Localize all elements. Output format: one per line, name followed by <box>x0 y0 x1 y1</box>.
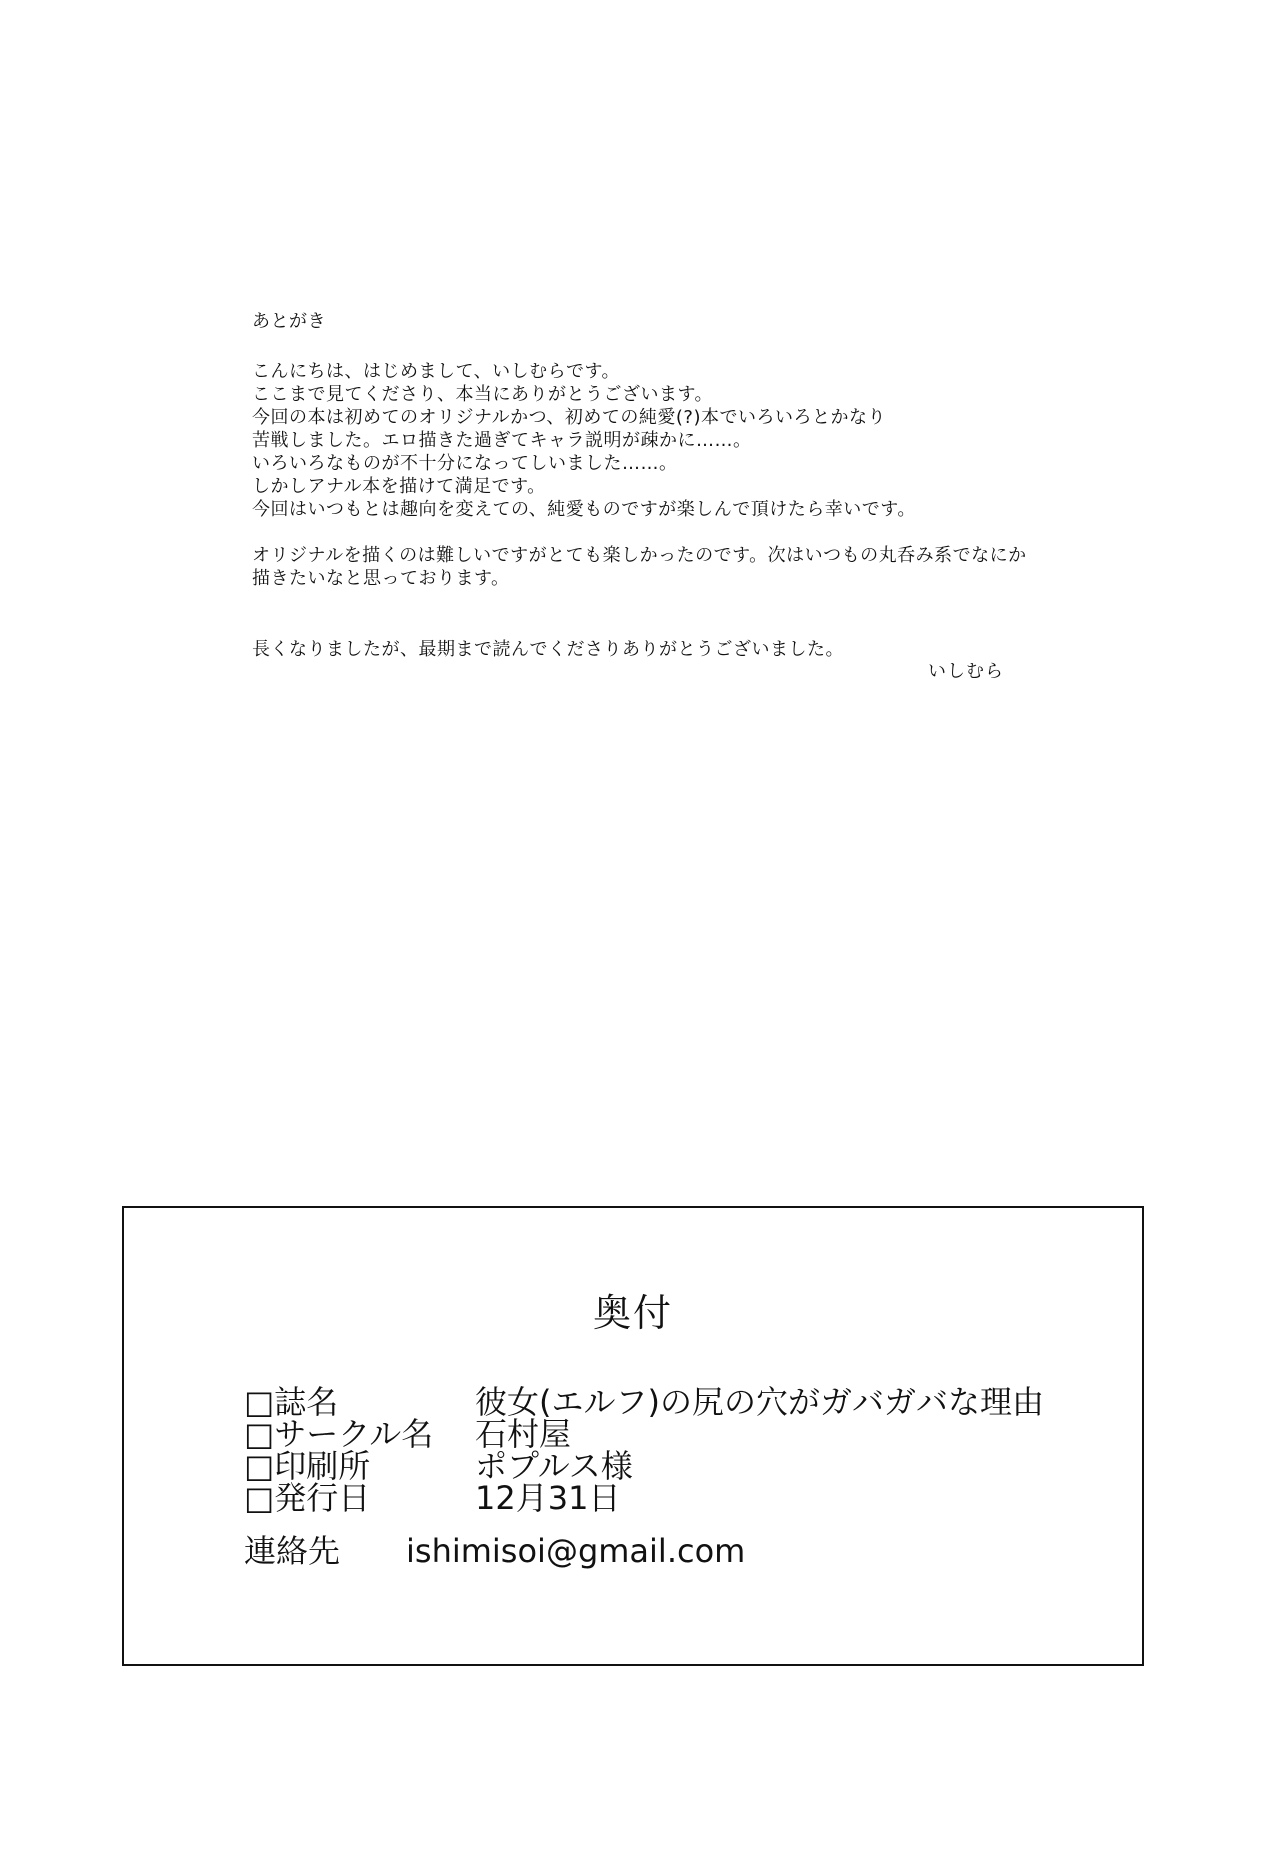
afterword-paragraph-2 <box>252 544 1152 590</box>
colophon-title: 奥付 <box>592 1291 673 1335</box>
afterword-line: しかしアナル本を描けて満足です。 <box>252 476 546 497</box>
afterword-line: いろいろなものが不十分になってしいました……。 <box>252 453 678 474</box>
colophon-row-circle <box>244 1415 572 1453</box>
colophon-row-printer <box>244 1447 633 1485</box>
colophon-value: 彼女(エルフ)の尻の穴がガバガバな理由 <box>475 1383 1044 1421</box>
colophon-contact <box>244 1534 745 1568</box>
afterword-line: ここまで見てくださり、本当にありがとうございます。 <box>252 384 714 405</box>
colophon-label: □印刷所 <box>244 1447 371 1485</box>
colophon-box <box>122 1206 1144 1666</box>
afterword-line: 描きたいなと思っております。 <box>252 568 510 589</box>
afterword-closing-line: 長くなりましたが、最期まで読んでくださりありがとうございました。 <box>252 639 844 660</box>
afterword-line: こんにちは、はじめまして、いしむらです。 <box>252 361 621 382</box>
afterword-heading: あとがき <box>252 311 326 332</box>
afterword-closing <box>252 638 1152 661</box>
colophon-label: □誌名 <box>244 1383 339 1421</box>
afterword-line: 今回の本は初めてのオリジナルかつ、初めての純愛(?)本でいろいろとかなり <box>252 407 886 428</box>
colophon-label: □サークル名 <box>244 1415 434 1453</box>
afterword-line: 今回はいつもとは趣向を変えての、純愛ものですが楽しんで頂けたら幸いです。 <box>252 499 916 520</box>
afterword-section <box>252 310 1152 684</box>
author-signature: いしむら <box>928 661 1004 682</box>
contact-label: 連絡先 <box>244 1532 341 1570</box>
colophon-value: 12月31日 <box>475 1479 621 1517</box>
colophon-row-title <box>244 1383 1044 1421</box>
colophon-row-date <box>244 1479 621 1517</box>
contact-email: ishimisoi@gmail.com <box>406 1532 746 1570</box>
afterword-line: 苦戦しました。エロ描きた過ぎてキャラ説明が疎かに……。 <box>252 430 752 451</box>
colophon-label: □発行日 <box>244 1479 371 1517</box>
colophon-value: 石村屋 <box>475 1415 572 1453</box>
afterword-line: オリジナルを描くのは難しいですがとても楽しかったのです。次はいつもの丸呑み系でなにか <box>252 545 1027 566</box>
afterword-paragraph-1 <box>252 360 1152 521</box>
colophon-value: ポプルス様 <box>475 1447 633 1485</box>
